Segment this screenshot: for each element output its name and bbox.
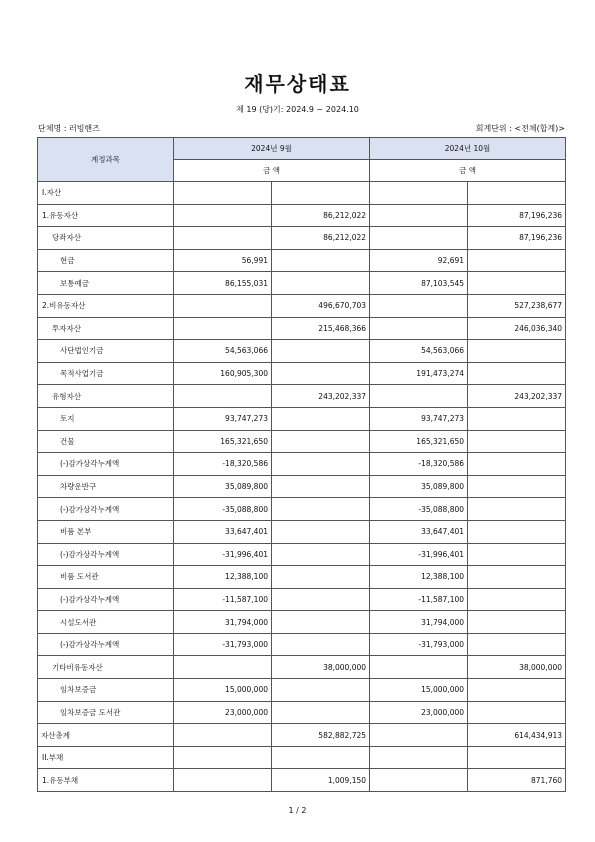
account-name-cell: 2.비유동자산 — [38, 294, 174, 317]
table-row — [38, 204, 566, 227]
amount-cell — [272, 543, 370, 566]
amount-cell: 93,747,273 — [174, 407, 272, 430]
amount-cell: 56,991 — [174, 249, 272, 272]
page-number: 1 / 2 — [288, 806, 307, 815]
amount-cell — [272, 407, 370, 430]
account-name-cell: 현금 — [38, 249, 174, 272]
amount-cell — [468, 453, 566, 476]
amount-cell — [468, 679, 566, 702]
account-name-cell: 투자자산 — [38, 317, 174, 340]
table-row — [38, 724, 566, 747]
amount-cell: 243,202,337 — [468, 385, 566, 408]
account-name-cell: (-)감가상각누계액 — [38, 453, 174, 476]
amount-cell — [174, 182, 272, 205]
account-name-cell: II.부채 — [38, 746, 174, 769]
amount-cell — [272, 340, 370, 363]
account-name-cell: 당좌자산 — [38, 227, 174, 250]
amount-cell — [370, 294, 468, 317]
amount-cell: 12,388,100 — [370, 566, 468, 589]
amount-cell — [272, 249, 370, 272]
period1-amount-header: 금 액 — [174, 160, 370, 182]
amount-cell: 54,563,066 — [370, 340, 468, 363]
amount-cell: 191,473,274 — [370, 362, 468, 385]
amount-cell: 38,000,000 — [272, 656, 370, 679]
period1-header: 2024년 9월 — [174, 138, 370, 160]
amount-cell — [370, 746, 468, 769]
accounting-unit: 회계단위 : <전체(합계)> — [475, 124, 565, 133]
amount-cell — [370, 182, 468, 205]
account-name-cell: 기타비유동자산 — [38, 656, 174, 679]
amount-cell — [468, 182, 566, 205]
table-row — [38, 475, 566, 498]
amount-cell — [174, 385, 272, 408]
account-name-cell: 임차보증금 — [38, 679, 174, 702]
amount-cell: 86,212,022 — [272, 227, 370, 250]
amount-cell — [174, 724, 272, 747]
amount-cell — [468, 340, 566, 363]
table-row — [38, 227, 566, 250]
table-row — [38, 182, 566, 205]
table-row — [38, 701, 566, 724]
amount-cell: 165,321,650 — [370, 430, 468, 453]
amount-cell: 86,212,022 — [272, 204, 370, 227]
account-name-cell: (-)감가상각누계액 — [38, 588, 174, 611]
amount-cell: 246,036,340 — [468, 317, 566, 340]
amount-cell: 38,000,000 — [468, 656, 566, 679]
amount-cell — [468, 701, 566, 724]
table-row — [38, 249, 566, 272]
amount-cell: 243,202,337 — [272, 385, 370, 408]
amount-cell: 23,000,000 — [370, 701, 468, 724]
amount-cell — [272, 701, 370, 724]
table-row — [38, 769, 566, 792]
amount-cell: 23,000,000 — [174, 701, 272, 724]
organization-name: 단체명 : 러빙핸즈 — [38, 124, 100, 133]
amount-cell: 31,794,000 — [370, 611, 468, 634]
amount-cell: 33,647,401 — [370, 520, 468, 543]
account-name-cell: 1.유동부채 — [38, 769, 174, 792]
amount-cell — [370, 204, 468, 227]
period2-header: 2024년 10월 — [370, 138, 566, 160]
amount-cell: 35,089,800 — [370, 475, 468, 498]
table-row — [38, 294, 566, 317]
amount-cell: -31,996,401 — [174, 543, 272, 566]
amount-cell: 12,388,100 — [174, 566, 272, 589]
table-row — [38, 520, 566, 543]
amount-cell — [272, 362, 370, 385]
account-name-cell: 1.유동자산 — [38, 204, 174, 227]
table-row — [38, 362, 566, 385]
table-row — [38, 746, 566, 769]
amount-cell — [468, 746, 566, 769]
table-row — [38, 633, 566, 656]
amount-cell: -35,088,800 — [370, 498, 468, 521]
amount-cell: 496,670,703 — [272, 294, 370, 317]
account-name-cell: 비품 본부 — [38, 520, 174, 543]
fiscal-period: 제 19 (당)기: 2024.9 ~ 2024.10 — [236, 105, 359, 114]
amount-cell: -11,587,100 — [370, 588, 468, 611]
amount-cell — [272, 588, 370, 611]
amount-cell: 93,747,273 — [370, 407, 468, 430]
amount-cell — [174, 746, 272, 769]
amount-cell: -35,088,800 — [174, 498, 272, 521]
account-name-cell: (-)감가상각누계액 — [38, 543, 174, 566]
table-row — [38, 656, 566, 679]
account-name-cell: 목적사업기금 — [38, 362, 174, 385]
amount-cell — [272, 566, 370, 589]
table-row — [38, 407, 566, 430]
amount-cell — [174, 769, 272, 792]
amount-cell: -11,587,100 — [174, 588, 272, 611]
amount-cell — [468, 362, 566, 385]
amount-cell: 215,468,366 — [272, 317, 370, 340]
amount-cell: 582,882,725 — [272, 724, 370, 747]
amount-cell — [272, 453, 370, 476]
document-title: 재무상태표 — [244, 72, 351, 96]
amount-cell — [272, 611, 370, 634]
amount-cell — [272, 182, 370, 205]
account-column-header: 계정과목 — [38, 138, 174, 182]
amount-cell — [174, 317, 272, 340]
amount-cell — [272, 633, 370, 656]
amount-cell: 160,905,300 — [174, 362, 272, 385]
amount-cell: 86,155,031 — [174, 272, 272, 295]
amount-cell: -31,793,000 — [370, 633, 468, 656]
account-name-cell: 토지 — [38, 407, 174, 430]
amount-cell — [370, 227, 468, 250]
account-name-cell: 시설도서관 — [38, 611, 174, 634]
amount-cell — [370, 385, 468, 408]
amount-cell — [468, 611, 566, 634]
table-row — [38, 588, 566, 611]
table-row — [38, 679, 566, 702]
amount-cell: 1,009,150 — [272, 769, 370, 792]
table-row — [38, 498, 566, 521]
amount-cell: 87,196,236 — [468, 204, 566, 227]
amount-cell: 165,321,650 — [174, 430, 272, 453]
amount-cell — [468, 520, 566, 543]
table-row — [38, 340, 566, 363]
table-row — [38, 453, 566, 476]
account-name-cell: 보통예금 — [38, 272, 174, 295]
amount-cell — [272, 272, 370, 295]
table-row — [38, 317, 566, 340]
amount-cell: 35,089,800 — [174, 475, 272, 498]
table-row — [38, 430, 566, 453]
amount-cell: 87,196,236 — [468, 227, 566, 250]
amount-cell — [468, 566, 566, 589]
amount-cell — [272, 475, 370, 498]
amount-cell — [370, 656, 468, 679]
amount-cell — [272, 430, 370, 453]
account-name-cell: 비품 도서관 — [38, 566, 174, 589]
amount-cell — [468, 407, 566, 430]
amount-cell: -18,320,586 — [174, 453, 272, 476]
account-name-cell: 차량운반구 — [38, 475, 174, 498]
account-name-cell: I.자산 — [38, 182, 174, 205]
amount-cell — [174, 294, 272, 317]
amount-cell — [468, 475, 566, 498]
amount-cell — [370, 724, 468, 747]
account-name-cell: 건물 — [38, 430, 174, 453]
amount-cell: 92,691 — [370, 249, 468, 272]
amount-cell: 871,760 — [468, 769, 566, 792]
amount-cell — [174, 227, 272, 250]
amount-cell — [272, 746, 370, 769]
amount-cell: 15,000,000 — [370, 679, 468, 702]
account-name-cell: (-)감가상각누계액 — [38, 633, 174, 656]
account-name-cell: (-)감가상각누계액 — [38, 498, 174, 521]
table-row — [38, 543, 566, 566]
amount-cell: 31,794,000 — [174, 611, 272, 634]
amount-cell — [174, 656, 272, 679]
amount-cell: -18,320,586 — [370, 453, 468, 476]
amount-cell: 527,238,677 — [468, 294, 566, 317]
period2-amount-header: 금 액 — [370, 160, 566, 182]
amount-cell: 33,647,401 — [174, 520, 272, 543]
account-name-cell: 임차보증금 도서관 — [38, 701, 174, 724]
amount-cell — [272, 520, 370, 543]
table-row — [38, 272, 566, 295]
amount-cell — [174, 204, 272, 227]
amount-cell — [272, 498, 370, 521]
amount-cell — [468, 249, 566, 272]
table-row — [38, 611, 566, 634]
table-row — [38, 566, 566, 589]
amount-cell: 15,000,000 — [174, 679, 272, 702]
amount-cell: 87,103,545 — [370, 272, 468, 295]
amount-cell — [468, 588, 566, 611]
amount-cell — [468, 498, 566, 521]
amount-cell — [370, 317, 468, 340]
amount-cell — [468, 430, 566, 453]
balance-sheet-table — [37, 137, 566, 792]
account-name-cell: 자산총계 — [38, 724, 174, 747]
table-row — [38, 385, 566, 408]
amount-cell: 614,434,913 — [468, 724, 566, 747]
amount-cell — [468, 633, 566, 656]
amount-cell — [272, 679, 370, 702]
amount-cell: -31,793,000 — [174, 633, 272, 656]
amount-cell: -31,996,401 — [370, 543, 468, 566]
amount-cell — [370, 769, 468, 792]
account-name-cell: 사단법인기금 — [38, 340, 174, 363]
account-name-cell: 유형자산 — [38, 385, 174, 408]
amount-cell — [468, 543, 566, 566]
amount-cell: 54,563,066 — [174, 340, 272, 363]
amount-cell — [468, 272, 566, 295]
